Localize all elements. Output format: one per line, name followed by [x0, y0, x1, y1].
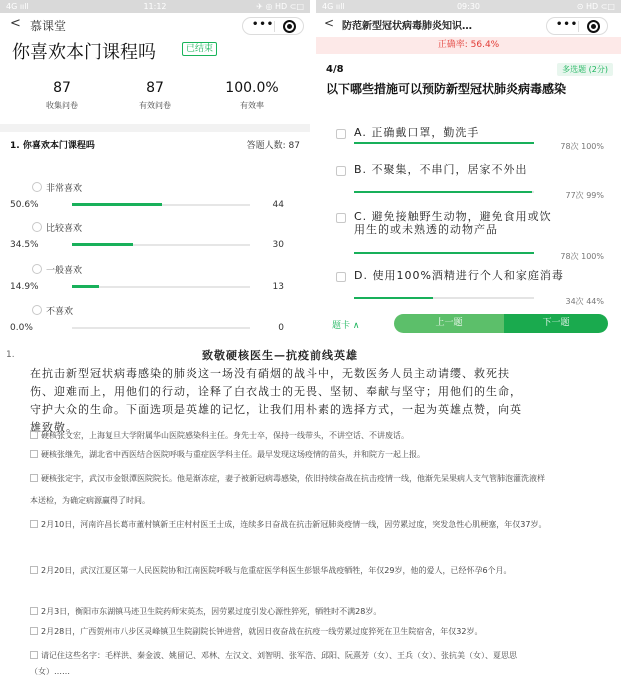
stat-valid: [105, 80, 205, 111]
progress-track: [354, 191, 534, 193]
question-number: 1.: [6, 350, 15, 360]
option-label: 非常喜欢: [46, 184, 83, 194]
option-text: A. 正确戴口罩，勤洗手: [354, 126, 480, 139]
answer-option[interactable]: [336, 163, 606, 203]
choice-item[interactable]: [30, 514, 550, 536]
progress-fill: [354, 191, 532, 193]
stat-value: 87: [146, 80, 164, 96]
option-count: 30: [272, 240, 284, 250]
option-text: C. 避免接触野生动物，避免食用或饮用生的或未熟透的动物产品: [354, 210, 552, 236]
answer-option[interactable]: [336, 126, 606, 152]
progress-fill: [354, 297, 433, 299]
choice-text: 硬核张继先，湖北省中西医结合医院呼吸与重症医学科主任。最早发现这场疫情的苗头，并和院方一起上报。: [41, 450, 425, 459]
nav-header: [0, 13, 310, 37]
more-icon[interactable]: •••: [556, 19, 579, 30]
option-result: [10, 263, 300, 303]
checkbox-icon[interactable]: [30, 607, 38, 615]
option-count: 78次 100%: [560, 252, 604, 261]
miniprogram-capsule: [242, 17, 304, 35]
checkbox-icon[interactable]: [30, 651, 38, 659]
answer-option[interactable]: [336, 210, 606, 262]
option-percent: 0.0%: [10, 323, 33, 333]
doc-title: 致敬硬核医生—抗疫前线英雄: [202, 349, 358, 362]
checkbox-icon[interactable]: [336, 272, 346, 282]
progress-track: [72, 244, 250, 246]
radio-icon: [32, 305, 42, 315]
option-result: [10, 304, 300, 340]
intro-block: [30, 347, 530, 437]
progress-fill: [72, 203, 162, 206]
checkbox-icon[interactable]: [30, 520, 38, 528]
radio-icon: [32, 222, 42, 232]
back-icon[interactable]: <: [324, 16, 335, 30]
question-label: 1. 你喜欢本门课程吗: [10, 141, 95, 151]
signal-indicator: 4G ııll: [6, 2, 29, 11]
stat-rate: [202, 80, 302, 111]
checkbox-icon[interactable]: [336, 129, 346, 139]
status-time: 09:30: [456, 2, 481, 11]
question-text: 以下哪些措施可以预防新型冠状肺炎病毒感染: [326, 82, 567, 96]
status-icons: ⊙ HD ⊂□: [576, 2, 615, 11]
document-question: [0, 342, 621, 677]
respondent-count: 答题人数: 87: [246, 141, 300, 151]
prev-question-button[interactable]: 上一题: [394, 314, 504, 333]
option-count: 34次 44%: [565, 297, 604, 306]
choice-item[interactable]: [30, 468, 550, 512]
option-text: D. 使用100%酒精进行个人和家庭消毒: [354, 269, 564, 282]
choice-item[interactable]: [30, 449, 550, 460]
choice-item[interactable]: [30, 430, 550, 441]
close-target-icon[interactable]: [587, 20, 600, 33]
next-question-button[interactable]: 下一题: [504, 314, 608, 333]
status-time: 11:12: [143, 2, 167, 11]
choice-text: 硬核张文宏，上海复旦大学附属华山医院感染科主任。身先士卒，保持一线带头，不讲空话、不讲废话。: [41, 431, 409, 440]
option-result: [10, 221, 300, 261]
stat-collected: [12, 80, 112, 111]
checkbox-icon[interactable]: [336, 213, 346, 223]
close-target-icon[interactable]: [283, 20, 296, 33]
answer-card-toggle[interactable]: 题卡 ∧: [332, 321, 360, 331]
radio-icon: [32, 182, 42, 192]
progress-fill: [72, 243, 133, 246]
choice-text: 2月10日，河南许昌长葛市董村镇新王庄村村医王士成，连续多日奋战在抗击新冠肺炎疫情一线，因劳累过度，突发急性心肌梗塞，年仅37岁。: [41, 520, 547, 529]
option-count: 0: [278, 323, 284, 333]
stats-row: [0, 80, 310, 120]
progress-fill: [354, 252, 534, 254]
option-result: [10, 181, 300, 221]
quiz-footer: [316, 314, 621, 334]
section-divider: [0, 124, 310, 132]
option-percent: 50.6%: [10, 200, 39, 210]
status-icons: ✈ ◎ HD ⊂□: [256, 2, 304, 11]
accuracy-banner: 正确率: 56.4%: [316, 37, 621, 54]
progress-track: [72, 327, 250, 329]
progress-track: [72, 204, 250, 206]
progress-track: [354, 252, 534, 254]
nav-header: [316, 13, 621, 37]
stat-value: 87: [53, 80, 71, 96]
answer-option[interactable]: [336, 269, 606, 309]
option-label: 不喜欢: [46, 307, 74, 317]
choice-text: 2月28日，广西贺州市八步区灵峰镇卫生院副院长钟进营，就因日夜奋战在抗疫一线劳累过度猝死在卫生院宿舍，年仅32岁。: [41, 627, 483, 636]
choice-item[interactable]: [30, 560, 550, 582]
quiz-screen: [316, 0, 621, 340]
checkbox-icon[interactable]: [30, 566, 38, 574]
miniprogram-capsule: [546, 17, 608, 35]
more-icon[interactable]: •••: [252, 19, 275, 30]
capsule-divider: [578, 21, 579, 32]
survey-results-screen: [0, 0, 310, 340]
option-count: 78次 100%: [560, 142, 604, 151]
choice-text: 请记住这些名字：毛样洪、秦金波、姚留记、邓林、左汉文、刘智明、张军浩、邱阳、阮熹芳（女）、王兵（女）、张抗美（女）、夏思思（女）……: [30, 651, 517, 676]
question-progress: 4/8: [326, 64, 344, 75]
checkbox-icon[interactable]: [30, 431, 38, 439]
choice-text: 硬核张定宇，武汉市金银潭医院院长。他是渐冻症，妻子被新冠病毒感染，依旧持续奋战在抗击疫情一线，他渐先呆果病人支气管肺泡灌洗液样本送检，为确定病源赢得了时间。: [30, 474, 545, 505]
question-header: [10, 138, 300, 154]
question-type-badge: 多选题 (2分): [557, 63, 613, 76]
option-text: B. 不聚集，不串门，居家不外出: [354, 163, 528, 176]
checkbox-icon[interactable]: [30, 627, 38, 635]
checkbox-icon[interactable]: [336, 166, 346, 176]
stat-label: 收集问卷: [46, 101, 78, 110]
checkbox-icon[interactable]: [30, 474, 38, 482]
option-count: 77次 99%: [565, 191, 604, 200]
stat-value: 100.0%: [225, 80, 279, 96]
choice-item[interactable]: [30, 648, 550, 677]
option-label: 比较喜欢: [46, 224, 83, 234]
option-percent: 14.9%: [10, 282, 39, 292]
choice-item[interactable]: [30, 622, 550, 642]
status-badge: 已结束: [182, 42, 217, 56]
intro-paragraph: 在抗击新型冠状病毒感染的肺炎这一场没有硝烟的战斗中，无数医务人员主动请缨、救死扶伤、迎难而上，用他们的行动，诠释了白衣战士的无畏、坚韧、奉献与坚守；用他们的生命，守护大众的生命。下面选项是英雄的记忆，让我们用朴素的选择方式，一起为英雄点赞，向英雄致敬。: [30, 367, 522, 434]
option-count: 13: [272, 282, 284, 292]
stat-label: 有效问卷: [139, 101, 171, 110]
progress-track: [354, 297, 534, 299]
stat-label: 有效率: [240, 101, 264, 110]
option-percent: 34.5%: [10, 240, 39, 250]
radio-icon: [32, 264, 42, 274]
app-title: 慕课堂: [30, 19, 67, 33]
progress-track: [72, 286, 250, 288]
capsule-divider: [274, 21, 275, 32]
progress-fill: [72, 285, 99, 288]
status-bar: [0, 0, 310, 13]
progress-track: [354, 142, 534, 144]
progress-fill: [354, 142, 534, 144]
signal-indicator: 4G ııll: [322, 2, 345, 11]
back-icon[interactable]: <: [10, 16, 21, 31]
checkbox-icon[interactable]: [30, 450, 38, 458]
status-bar: [316, 0, 621, 13]
choice-text: 2月3日，衡阳市东湖镇马迹卫生院药师宋英杰，因劳累过度引发心源性猝死，牺牲时不满28岁。: [41, 607, 382, 616]
choice-item[interactable]: [30, 606, 550, 617]
choice-text: 2月20日，武汉江夏区第一人民医院协和江南医院呼吸与危重症医学科医生彭银华战疫牺牲，年仅29岁，他的爱人，已经怀孕6个月。: [41, 566, 512, 575]
option-count: 44: [272, 200, 284, 210]
quiz-title: 防范新型冠状病毒肺炎知识…: [342, 21, 472, 32]
survey-title: 你喜欢本门课程吗: [12, 42, 156, 63]
option-label: 一般喜欢: [46, 266, 83, 276]
